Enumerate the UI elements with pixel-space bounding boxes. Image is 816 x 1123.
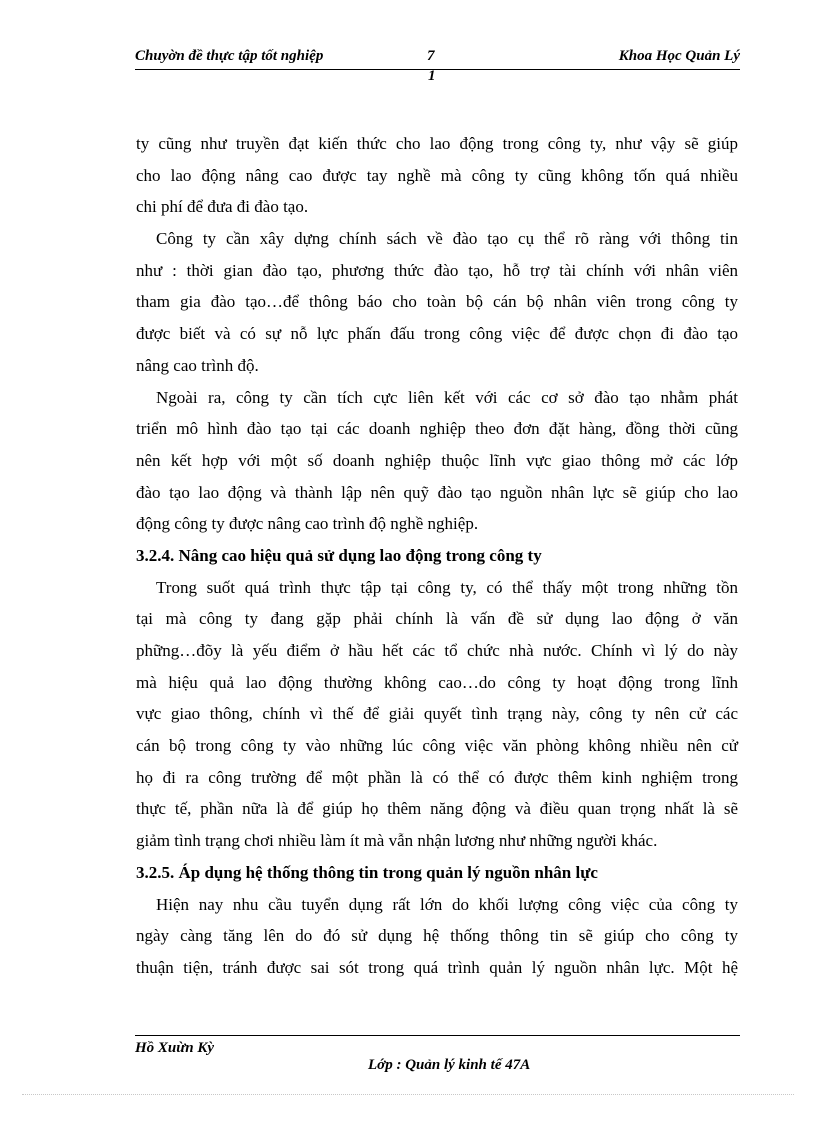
text-line: họ đi ra công trường để một phần là có thể có được thêm kinh nghiệm trong <box>136 767 738 787</box>
page-header <box>135 48 740 70</box>
text-line: Hiện nay nhu cầu tuyển dụng rất lớn do khối lượng công việc của công ty <box>156 894 738 914</box>
page-number: 7 <box>427 48 435 64</box>
text-line: Công ty cần xây dựng chính sách về đào tạo cụ thể rõ ràng với thông tin <box>156 229 738 249</box>
section-heading-3-2-5: 3.2.5. Áp dụng hệ thống thông tin trong quản lý nguồn nhân lực <box>136 862 598 882</box>
paragraph-4 <box>136 572 738 857</box>
text-line: ty cũng như truyền đạt kiến thức cho lao động trong công ty, như vậy sẽ giúp <box>136 134 738 153</box>
text-line: được biết và có sự nỗ lực phấn đấu trong công việc để được chọn đi đào tạo <box>136 324 738 344</box>
text-line: như : thời gian đào tạo, phương thức đào tạo, hỗ trợ tài chính với nhân viên <box>136 260 738 280</box>
paragraph-3 <box>136 382 738 540</box>
footer-author: Hồ Xuừn Kỳ <box>135 1040 215 1056</box>
section-heading-3-2-4: 3.2.4. Nâng cao hiệu quả sử dụng lao động trong công ty <box>136 545 542 565</box>
text-line: mà hiệu quả lao động thường không cao…do công ty hoạt động trong lĩnh <box>136 672 738 692</box>
document-body <box>136 128 738 984</box>
text-line: động công ty được nâng cao trình độ nghề nghiệp. <box>136 514 479 534</box>
text-line: triển mô hình đào tạo tại các doanh nghiệp theo đơn đặt hàng, đồng thời cũng <box>136 419 738 439</box>
text-line: cán bộ trong công ty vào những lúc công việc văn phòng không nhiều nên cử <box>136 736 738 756</box>
text-line: thuận tiện, tránh được sai sót trong quá trình quản lý nguồn nhân lực. Một hệ <box>136 957 738 977</box>
text-line: Ngoài ra, công ty cần tích cực liên kết với các cơ sở đào tạo nhằm phát <box>156 387 738 407</box>
text-line: cho lao động nâng cao được tay nghề mà công ty cũng không tốn quá nhiều <box>136 165 738 185</box>
text-line: ngày càng tăng lên do đó sử dụng hệ thống thông tin sẽ giúp cho công ty <box>136 926 738 946</box>
text-line: vực giao thông, chính vì thế để giải quyết tình trạng này, công ty nên cử các <box>136 704 738 724</box>
text-line: nâng cao trình độ. <box>136 355 259 375</box>
text-line: tham gia đào tạo…để thông báo cho toàn bộ cán bộ nhân viên trong công ty <box>136 292 738 312</box>
text-line: chi phí để đưa đi đào tạo. <box>136 197 309 217</box>
paragraph-5 <box>136 889 738 984</box>
text-line: nên kết hợp với một số doanh nghiệp thuộc lĩnh vực giao thông mở các lớp <box>136 450 738 470</box>
header-department: Khoa Học Quản Lý <box>618 48 740 64</box>
text-line: phững…đõy là yếu điểm ở hầu hết các tổ chức nhà nước. Chính vì lý do này <box>136 641 738 660</box>
text-line: giảm tình trạng chơi nhiều làm ít mà vẫn nhận lương như những người khác. <box>136 831 658 851</box>
paragraph-2 <box>136 223 738 381</box>
footer-rule <box>135 1035 740 1036</box>
header-rule <box>135 69 740 70</box>
text-line: tại mà công ty đang gặp phải chính là vấn đề sử dụng lao động ở văn <box>136 609 738 629</box>
page-bottom-divider <box>22 1094 794 1095</box>
footer-class: Lớp : Quản lý kinh tế 47A <box>368 1057 531 1073</box>
text-line: đào tạo lao động và thành lập nên quỹ đào tạo nguồn nhân lực sẽ giúp cho lao <box>136 482 738 502</box>
text-line: thực tế, phần nữa là để giúp họ thêm năng động và điều quan trọng nhất là sẽ <box>136 799 738 819</box>
paragraph-1 <box>136 128 738 223</box>
text-line: Trong suốt quá trình thực tập tại công ty, có thể thấy một trong những tồn <box>156 577 738 597</box>
header-title: Chuyờn đề thực tập tốt nghiệp <box>135 48 324 64</box>
page-number-second-line: 1 <box>428 68 436 84</box>
